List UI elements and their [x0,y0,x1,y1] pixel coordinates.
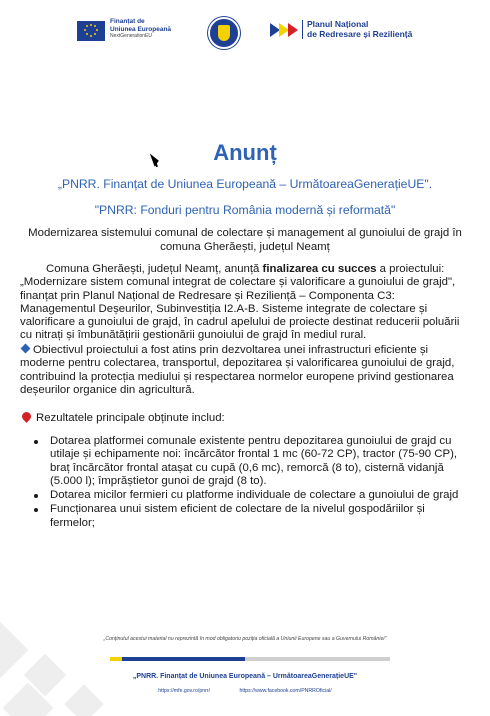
footer-title: „PNRR. Finanțat de Uniunea Europeană – UrmătoareaGenerațieUE" [132,673,358,680]
pushpin-icon [20,410,33,423]
footer-disclaimer: „Conținutul acestui material nu reprezintă în mod obligatoriu poziția oficială a Uniunii Europene sau a Guvernului României" [103,636,387,642]
list-item: Dotarea platformei comunale existente pentru depozitarea gunoiului de grajd cu utilaje și echipamente noi: încărcător frontal 1 mc (60-72 CP), tractor (75-90 CP), braț încărcător frontal atașat cu cupă (0,6 mc), remorcă (8 to), cisternă vidanjă (5.000 l); împrăștietor gunoi de grajd (8 to). [20,435,470,488]
footer-link-facebook[interactable]: https://www.facebook.com/PNRROficial/ [239,688,332,694]
list-item: Dotarea micilor fermieri cu platforme individuale de colectare a gunoiului de grajd [20,489,470,502]
eu-logo-line1: Finanțat de [110,18,145,25]
results-list [20,435,470,531]
romanian-government-seal-icon [208,17,240,49]
eu-logo-text [110,18,171,41]
pnrr-logo-line1: Planul Național [307,19,369,29]
pnrr-logo-text [302,20,412,39]
paragraph-text-end: a proiectului: „Modernizare sistem comunal integrat de colectare și valorificare a gunoiului de grajd", finanțat prin Planul Național de Redresare și Reziliență – Componenta C3: Managementul Deșeurilor, Subinvestiția I2.A-B. Sisteme integrate de colectare și valorificare a gunoiului de grajd, în cadrul apelului de proiecte destinat reducerii poluării cu nitrați și îmbunătățirii gestionării gunoiului de grajd în mediul rural. [20,263,460,342]
eu-logo-line3: NextGenerationEU [110,33,152,39]
list-item: Funcționarea unui sistem eficient de colectare de la nivelul gospodăriilor și fermelor; [20,503,470,530]
pnrr-logo-line2: de Redresare și Reziliență [307,28,413,39]
objective-paragraph [20,344,470,397]
subtitle-pnrr-eu: „PNRR. Finanțat de Uniunea Europeană – UrmătoareaGenerațieUE". [57,177,433,191]
project-title: Modernizarea sistemului comunal de colectare și management al gunoiului de grajd în comuna Gherăești, județul Neamț [28,227,462,253]
header [0,16,490,50]
page-title: Anunț [213,140,277,165]
eu-funding-logo [77,18,171,41]
announcement-paragraph [20,263,470,343]
results-heading [20,412,470,425]
footer-link-mfe[interactable]: https://mfe.gov.ro/pnrr/ [158,688,211,694]
blue-diamond-icon [21,344,31,354]
pnrr-logo [270,20,412,39]
subtitle-pnrr-funds: "PNRR: Fonduri pentru România modernă și reformată" [94,203,396,217]
decorative-pattern [0,590,130,716]
eu-flag-icon [77,21,105,41]
paragraph-text-start: Comuna Gherăești, județul Neamț, anunță [46,263,263,275]
pnrr-arrows-icon [270,21,298,39]
footer-links [0,688,490,694]
objective-text: Obiectivul proiectului a fost atins prin dezvoltarea unei infrastructuri eficiente și moderne pentru colectarea, transportul, depozitarea și valorificarea gunoiului de grajd, contribuind la protecția mediului și respectarea normelor europene privind gestionarea deșeurilor organice din agricultură. [20,344,455,396]
eu-logo-line2: Uniunea Europeană [110,25,172,33]
results-heading-text: Rezultatele principale obținute includ: [36,412,225,424]
paragraph-bold-text: finalizarea cu succes [262,263,377,275]
footer-color-bar [110,657,390,661]
